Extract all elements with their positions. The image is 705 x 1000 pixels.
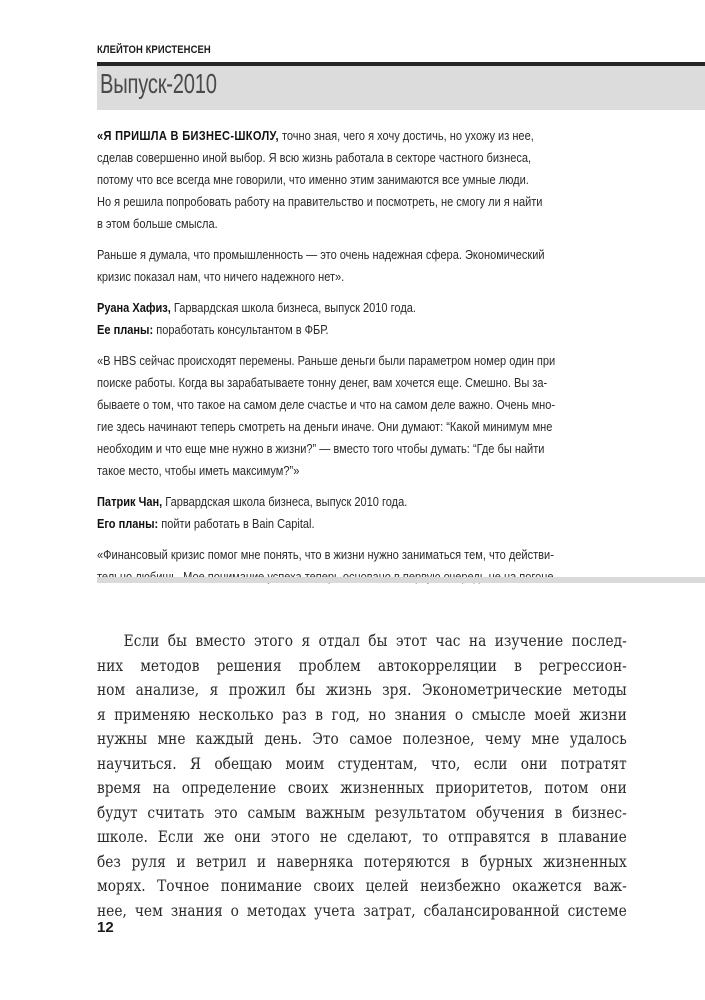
quote-line: такое место, чтобы иметь максимум?”»	[97, 463, 300, 478]
body-line: ном анализе, я прожил бы жизнь зря. Эконометрические методы	[97, 680, 627, 699]
quote-line: гие здесь начинают теперь смотреть на деньги иначе. Они думают: “Какой минимум мне	[97, 419, 553, 434]
section-title: Выпуск-2010	[100, 68, 217, 99]
quote-line: кризис показал нам, что ничего надежного нет».	[97, 269, 345, 284]
quote-line: «Я ПРИШЛА В БИЗНЕС-ШКОЛУ, точно зная, чего я хочу достичь, но ухожу из нее,	[97, 128, 534, 143]
body-line: нужны мне каждый день. Это самое полезное, чему мне удалось	[97, 729, 627, 748]
attribution-name: Руана Хафиз,	[97, 300, 171, 315]
quote-ruana-part1	[97, 125, 627, 235]
plans-label: Его планы:	[97, 516, 159, 531]
page-number: 12	[97, 919, 114, 936]
body-line: время на определение своих жизненных приоритетов, потом они	[97, 778, 627, 797]
body-line: Если бы вместо этого я отдал бы этот час на изучение послед-	[123, 631, 627, 650]
quote-line: бываете о том, что такое на самом деле счастье и что на самом деле важно. Очень мно-	[97, 397, 556, 412]
quote-ruana-part2	[97, 244, 627, 288]
plans-text: поработать консультантом в ФБР.	[153, 322, 329, 337]
attribution-name-line	[97, 297, 628, 319]
plans-label: Ее планы:	[97, 322, 154, 337]
quote-line: в этом больше смысла.	[97, 216, 218, 231]
quote-patrick	[97, 350, 627, 482]
quote-line: Но я решила попробовать работу на правительство и посмотреть, не смогу ли я найти	[97, 194, 543, 209]
sidebar-bottom-rule	[97, 577, 705, 583]
running-head: КЛЕЙТОН КРИСТЕНСЕН	[97, 44, 211, 56]
sidebar-quotes	[97, 125, 627, 597]
attribution-plans-line	[97, 319, 628, 341]
body-line: научиться. Я обещаю моим студентам, что, если они потратят	[97, 753, 627, 773]
attribution-name: Патрик Чан,	[97, 494, 163, 509]
quote-line: необходим и что еще мне нужно в жизни?” — вместо того чтобы думать: “Где бы найти	[97, 441, 545, 456]
attribution-patrick	[97, 491, 627, 535]
body-line: школе. Если же они этого не сделают, то отправятся в плавание	[97, 827, 627, 846]
body-line: я применяю несколько раз в год, но знания о смысле моей жизни	[97, 704, 627, 724]
body-line: них методов решения проблем автокорреляции в регрессион-	[97, 655, 627, 675]
attribution-affiliation: Гарвардская школа бизнеса, выпуск 2010 года.	[162, 494, 408, 509]
quote-line: «В HBS сейчас происходят перемены. Раньше деньги были параметром номер один при	[97, 353, 556, 368]
attribution-ruana	[97, 297, 627, 341]
quote-line: потому что все всегда мне говорили, что именно этим занимаются все умные люди.	[97, 172, 529, 187]
quote-line: поиске работы. Когда вы зарабатываете тонну денег, вам хочется еще. Смешно. Вы за-	[97, 375, 548, 390]
quote-line: «Финансовый кризис помог мне понять, что в жизни нужно заниматься тем, что действи-	[97, 547, 554, 562]
body-line: без руля и ветрил и наверняка потеряются в бурных жизненных	[97, 851, 627, 871]
body-line: нее, чем знания о методах учета затрат, сбалансированной системе	[97, 900, 627, 920]
quote-line: сделав совершенно иной выбор. Я всю жизнь работала в секторе частного бизнеса,	[97, 150, 532, 165]
body-line: будут считать это самым важным результатом обучения в бизнес-	[97, 802, 627, 822]
body-line: морях. Точное понимание своих целей неизбежно окажется важ-	[97, 876, 627, 895]
plans-text: пойти работать в Bain Capital.	[158, 516, 315, 531]
body-paragraph	[97, 629, 627, 923]
attribution-name-line	[97, 491, 628, 513]
attribution-affiliation: Гарвардская школа бизнеса, выпуск 2010 года.	[170, 300, 416, 315]
attribution-plans-line	[97, 513, 628, 535]
quote-lead: «Я ПРИШЛА В БИЗНЕС-ШКОЛУ,	[97, 128, 279, 143]
quote-line: Раньше я думала, что промышленность — это очень надежная сфера. Экономический	[97, 247, 545, 262]
